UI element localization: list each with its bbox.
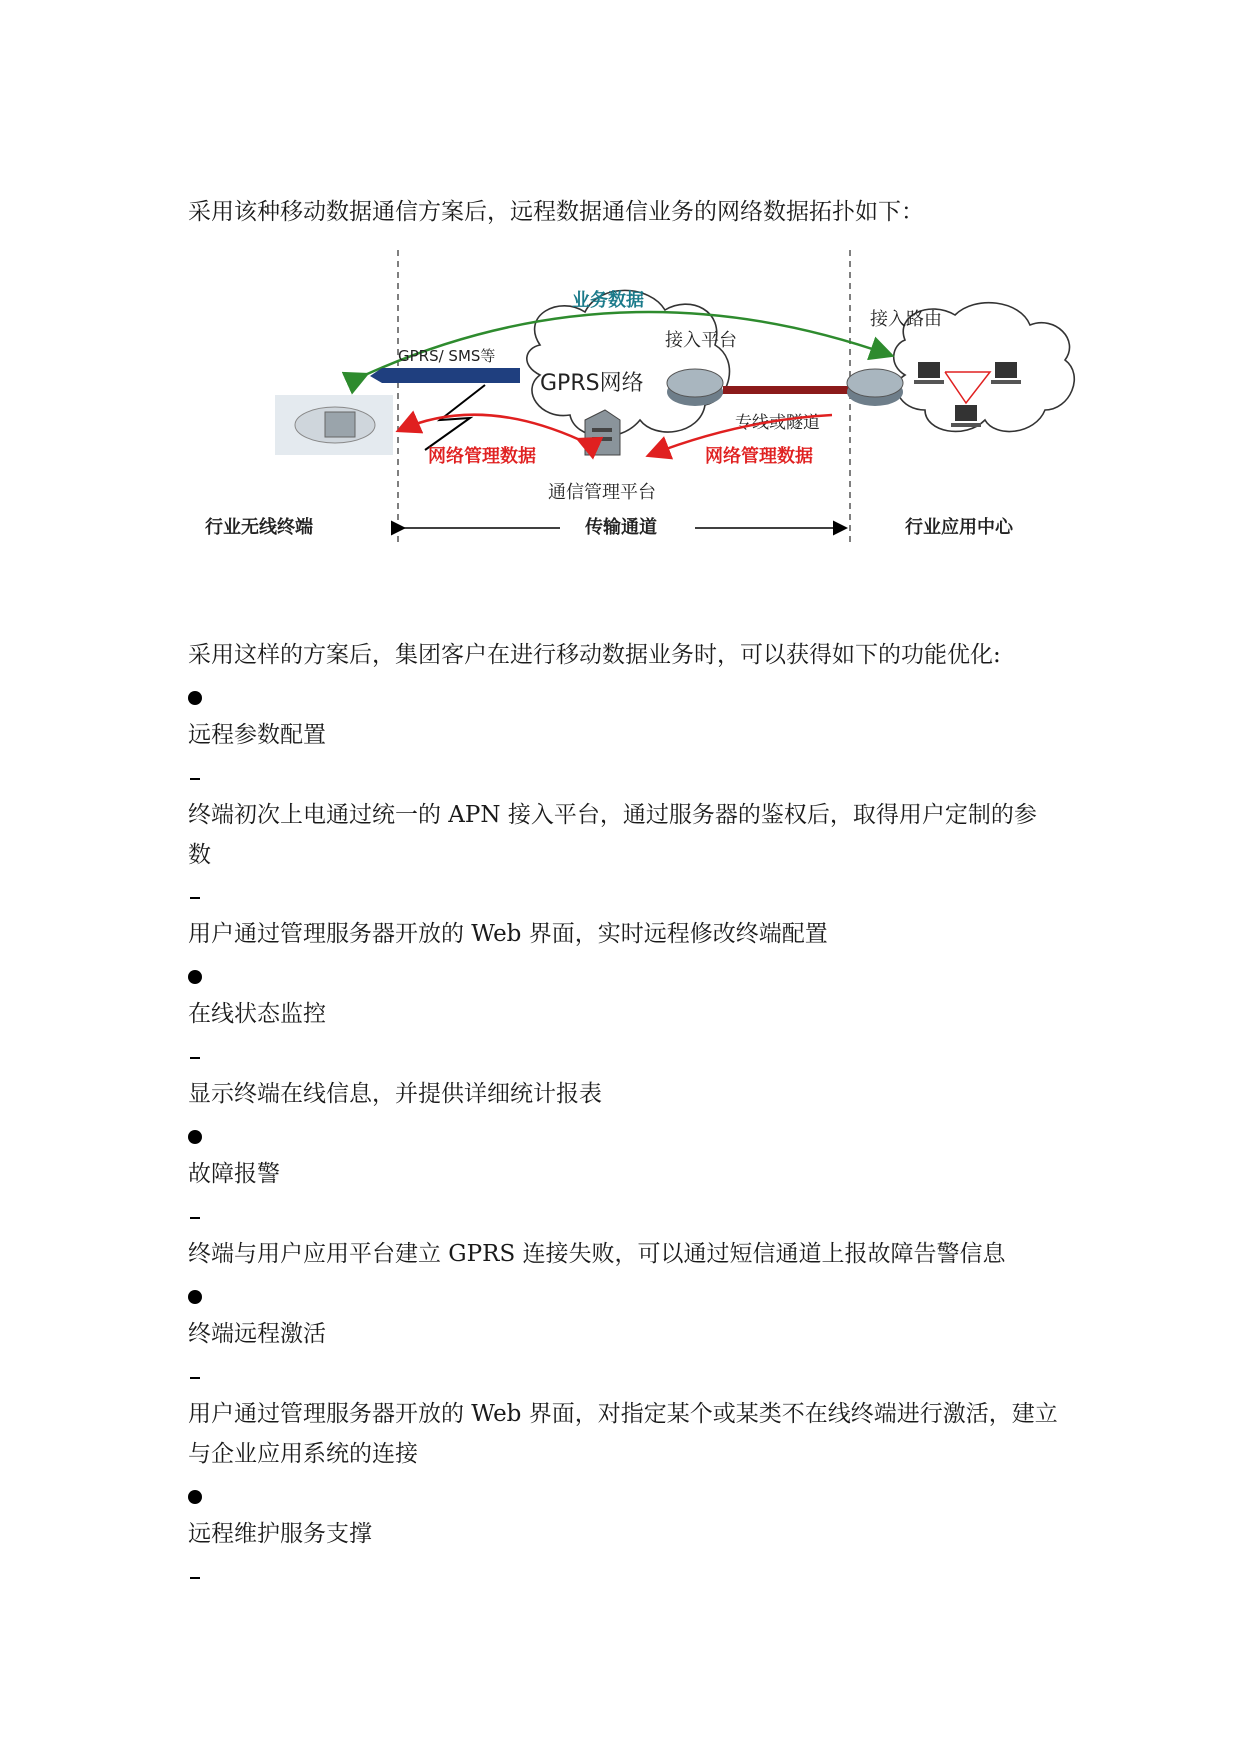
feature-title: 在线状态监控: [188, 1001, 326, 1027]
gprs-sms-label: GPRS/ SMS等: [398, 347, 496, 365]
feature-title: 远程参数配置: [188, 722, 326, 748]
computer-icon: [951, 405, 981, 427]
network-topology-diagram: [0, 0, 1241, 560]
leased-line-label: 专线或隧道: [735, 413, 820, 433]
wireless-terminal-device-icon: [275, 395, 393, 455]
access-router-label: 接入路由: [870, 309, 942, 330]
summary-paragraph: 采用这样的方案后，集团客户在进行移动数据业务时，可以获得如下的功能优化:: [188, 642, 1001, 668]
gprs-sms-bar: [370, 368, 520, 383]
feature-title: 远程维护服务支撑: [188, 1521, 372, 1547]
feature-title: 故障报警: [188, 1161, 280, 1187]
feature-item: 用户通过管理服务器开放的 Web 界面，对指定某个或某类不在线终端进行激活，建立与企业应用系统的连接: [188, 1401, 1058, 1467]
business-data-label: 业务数据: [572, 290, 644, 311]
gprs-network-label: GPRS网络: [540, 371, 644, 396]
comm-mgmt-platform-label: 通信管理平台: [548, 482, 656, 503]
feature-item: 终端初次上电通过统一的 APN 接入平台，通过服务器的鉴权后，取得用户定制的参数: [188, 802, 1037, 868]
bullet-icon: [188, 691, 202, 705]
computer-icon: [991, 362, 1021, 384]
intro-paragraph: 采用该种移动数据通信方案后，远程数据通信业务的网络数据拓扑如下：: [188, 199, 924, 225]
zone-terminal-label: 行业无线终端: [205, 517, 313, 538]
feature-item: 终端与用户应用平台建立 GPRS 连接失败，可以通过短信通道上报故障告警信息: [188, 1241, 1006, 1267]
access-platform-router-icon: [667, 369, 723, 406]
access-platform-label: 接入平台: [665, 330, 737, 351]
dash-icon: [190, 897, 200, 899]
access-router-icon: [847, 369, 903, 406]
bullet-icon: [188, 1130, 202, 1144]
dash-icon: [190, 1577, 200, 1579]
bullet-icon: [188, 970, 202, 984]
feature-item: 用户通过管理服务器开放的 Web 界面，实时远程修改终端配置: [188, 921, 828, 947]
dash-icon: [190, 1377, 200, 1379]
feature-item: 显示终端在线信息，并提供详细统计报表: [188, 1081, 602, 1107]
net-mgmt-label-left: 网络管理数据: [428, 446, 536, 467]
net-mgmt-label-right: 网络管理数据: [705, 446, 813, 467]
computer-icon: [914, 362, 944, 384]
zone-app-center-label: 行业应用中心: [905, 517, 1013, 538]
bullet-icon: [188, 1490, 202, 1504]
dash-icon: [190, 1217, 200, 1219]
wireless-lightning-icon: [425, 385, 485, 450]
dash-icon: [190, 1057, 200, 1059]
zone-channel-label: 传输通道: [585, 517, 657, 538]
feature-title: 终端远程激活: [188, 1321, 326, 1347]
net-mgmt-arrow-left: [400, 415, 580, 440]
dash-icon: [190, 778, 200, 780]
bullet-icon: [188, 1290, 202, 1304]
